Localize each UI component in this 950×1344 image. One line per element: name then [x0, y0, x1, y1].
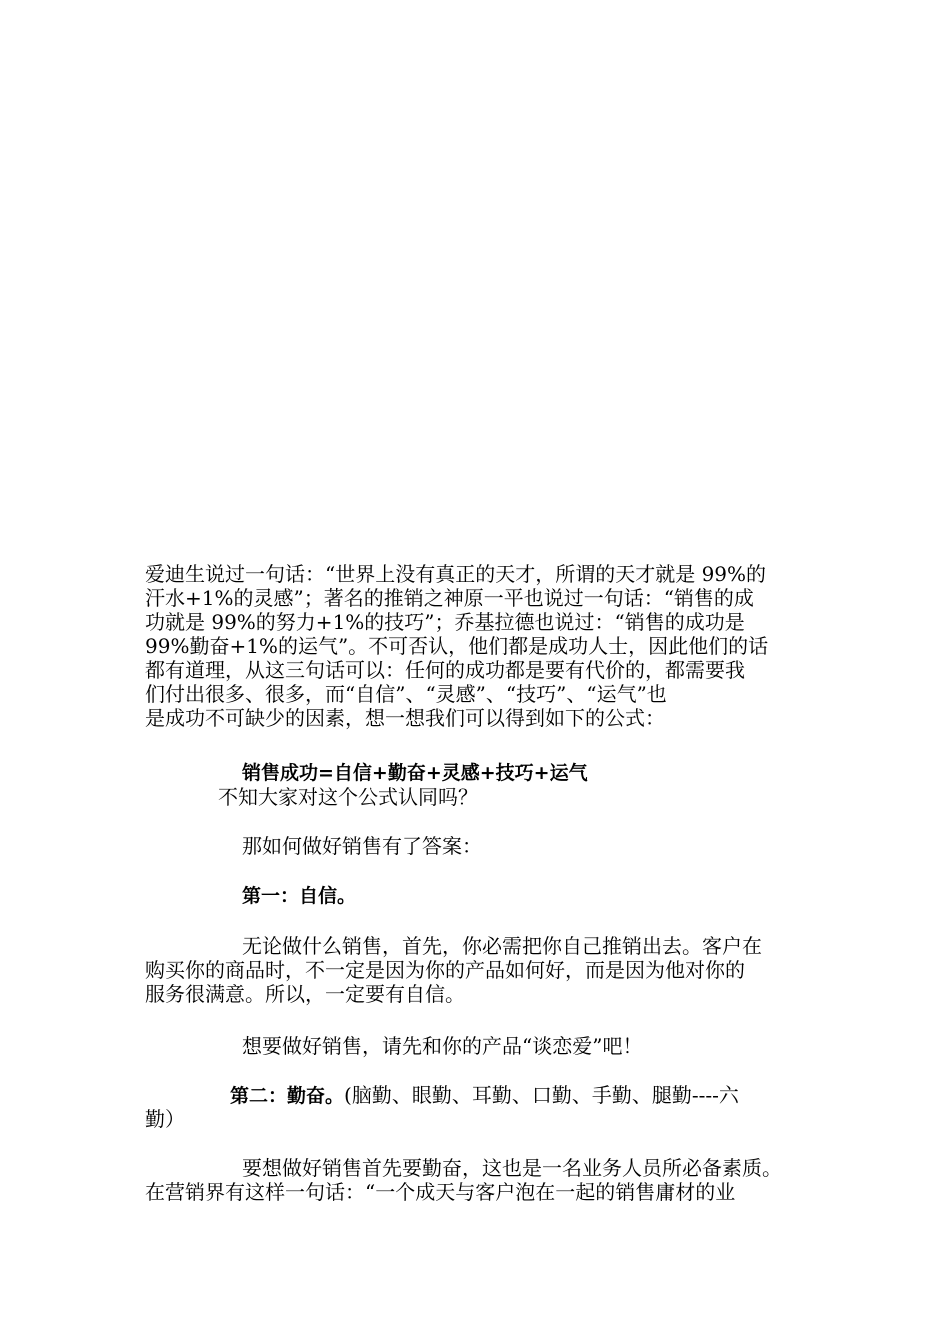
sales-formula: 销售成功=自信+勤奋+灵感+技巧+运气: [242, 762, 588, 784]
point1-line-3: 服务很满意。所以，一定要有自信。: [145, 982, 465, 1006]
intro-line-2: 汗水+1%的灵感”；著名的推销之神原一平也说过一句话：“销售的成: [145, 586, 754, 610]
point1-line-1: 无论做什么销售，首先，你必需把你自己推销出去。客户在: [242, 934, 762, 958]
intro-line-5: 都有道理，从这三句话可以：任何的成功都是要有代价的，都需要我: [145, 658, 745, 682]
point1-heading: 第一：自信。: [242, 885, 357, 907]
answer-intro: 那如何做好销售有了答案：: [242, 834, 482, 858]
point2-line-2: 在营销界有这样一句话：“一个成天与客户泡在一起的销售庸材的业: [145, 1180, 736, 1204]
intro-line-7: 是成功不可缺少的因素，想一想我们可以得到如下的公式：: [145, 706, 665, 730]
point2-heading: 第二：勤奋。: [230, 1085, 345, 1107]
intro-line-4: 99%勤奋+1%的运气”。不可否认，他们都是成功人士，因此他们的话: [145, 634, 769, 658]
point1-line-2: 购买你的商品时，不一定是因为你的产品如何好，而是因为他对你的: [145, 958, 745, 982]
point1-tip: 想要做好销售，请先和你的产品“谈恋爱”吧！: [242, 1034, 643, 1058]
point2-heading-tail: (脑勤、眼勤、耳勤、口勤、手勤、腿勤----六: [344, 1083, 739, 1107]
intro-line-1: 爱迪生说过一句话：“世界上没有真正的天才，所谓的天才就是 99%的: [145, 562, 767, 586]
point2-heading-tail-2: 勤）: [145, 1107, 185, 1131]
intro-line-3: 功就是 99%的努力+1%的技巧”；乔基拉德也说过：“销售的成功是: [145, 610, 745, 634]
intro-line-6: 们付出很多、很多，而“自信”、“灵感”、“技巧”、“运气”也: [145, 682, 667, 706]
formula-question: 不知大家对这个公式认同吗？: [218, 785, 478, 809]
point2-heading-row: [230, 1083, 739, 1108]
point2-line-1: 要想做好销售首先要勤奋，这也是一名业务人员所必备素质。: [242, 1156, 782, 1180]
